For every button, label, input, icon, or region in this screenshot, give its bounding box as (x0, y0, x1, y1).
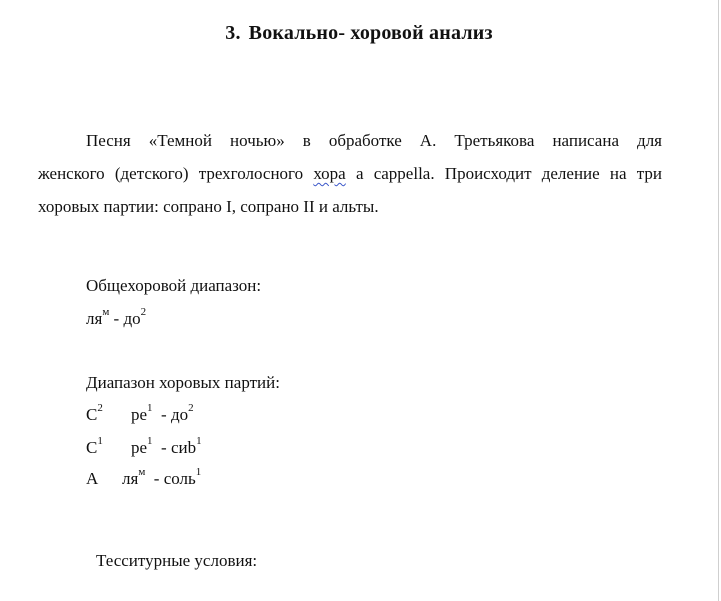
paragraph-line-1: Песня «Темной ночью» в обработке А. Третьякова написана для (86, 131, 662, 150)
range-low-mark: м (102, 306, 110, 318)
intro-paragraph (38, 124, 662, 223)
section-title: Вокально- хоровой анализ (248, 22, 493, 44)
part-range-row-alto: А $ля^м$ - соль$^1$ (86, 466, 202, 488)
spellcheck-underlined-word: хора (313, 164, 346, 183)
part-ranges-label: Диапазон хоровых партий: (86, 373, 280, 392)
paragraph-line-2-end: a cappella. Происходит деление на три (345, 164, 663, 183)
part-high-note: - соль (145, 469, 196, 488)
paragraph-line-2-start: женского (детского) трехголосного (38, 164, 314, 183)
part-name: $С^2$ (86, 402, 103, 424)
general-range-value (86, 306, 147, 329)
tessitura-label: Тесситурные условия: (96, 551, 258, 570)
part-low-note: ре (131, 405, 148, 424)
paragraph-line-3: хоровых партии: сопрано I, сопрано II и альты. (38, 197, 379, 216)
part-range-row-soprano-2: $С^2$ $ре^1 - до^2$ (86, 402, 194, 424)
range-high-note: - до (109, 309, 141, 328)
part-name: А (86, 469, 99, 488)
part-high-note: - до (152, 405, 189, 424)
paragraph-line-2 (38, 157, 662, 190)
general-range-label: Общехоровой диапазон: (86, 276, 262, 295)
part-low-note: ля (122, 469, 139, 488)
section-number: 3. (225, 22, 241, 44)
part-low-note: ре (131, 438, 148, 457)
range-low-note: ля (86, 309, 103, 328)
part-range-row-soprano-1: $С^1$ $ре^1 - сиb^1$ (86, 435, 202, 457)
part-high-note: - сиb (152, 438, 197, 457)
range-high-mark: 2 (140, 306, 147, 318)
section-heading (0, 22, 718, 45)
part-name: $С^1$ (86, 435, 103, 457)
